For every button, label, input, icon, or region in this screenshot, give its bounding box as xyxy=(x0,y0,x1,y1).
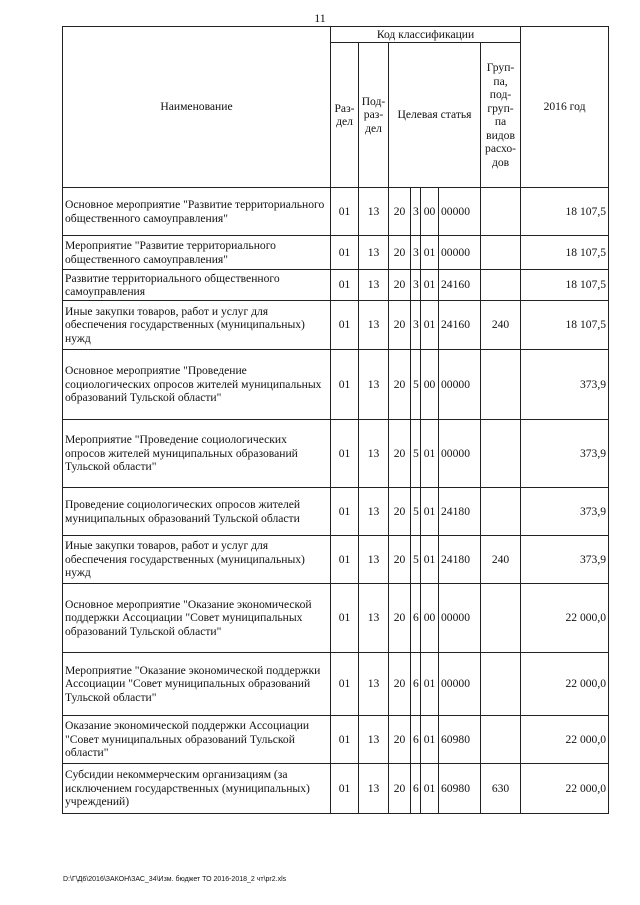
row-target-event: 01 xyxy=(421,716,439,764)
row-amount: 373,9 xyxy=(521,536,609,584)
row-target-code: 00000 xyxy=(439,584,481,653)
row-target-event: 01 xyxy=(421,653,439,716)
row-section: 01 xyxy=(331,653,359,716)
row-section: 01 xyxy=(331,188,359,236)
row-subsection: 13 xyxy=(359,584,389,653)
table-row xyxy=(63,488,609,536)
row-subsection: 13 xyxy=(359,270,389,301)
row-amount: 18 107,5 xyxy=(521,236,609,270)
table-row xyxy=(63,764,609,814)
row-target-code: 00000 xyxy=(439,236,481,270)
row-amount: 373,9 xyxy=(521,350,609,420)
row-section: 01 xyxy=(331,584,359,653)
row-target-event: 00 xyxy=(421,188,439,236)
table-header xyxy=(63,27,609,188)
row-subsection: 13 xyxy=(359,764,389,814)
row-target-program: 20 xyxy=(389,488,411,536)
row-target-program: 20 xyxy=(389,584,411,653)
row-target-subprogram: 6 xyxy=(411,584,421,653)
row-target-code: 24180 xyxy=(439,488,481,536)
header-year: 2016 год xyxy=(521,27,609,188)
budget-table xyxy=(62,26,609,814)
row-subsection: 13 xyxy=(359,488,389,536)
header-subsection: Под-раз-дел xyxy=(359,43,389,188)
table-row xyxy=(63,188,609,236)
row-section: 01 xyxy=(331,536,359,584)
row-name: Мероприятие "Развитие территориального общественного самоуправления" xyxy=(63,236,331,270)
row-target-event: 01 xyxy=(421,764,439,814)
table-row xyxy=(63,301,609,350)
table-row xyxy=(63,653,609,716)
row-section: 01 xyxy=(331,716,359,764)
row-amount: 18 107,5 xyxy=(521,270,609,301)
row-name: Оказание экономической поддержки Ассоциации "Совет муниципальных образований Тульской области" xyxy=(63,716,331,764)
row-name: Проведение социологических опросов жителей муниципальных образований Тульской области xyxy=(63,488,331,536)
row-target-event: 00 xyxy=(421,350,439,420)
row-target-event: 01 xyxy=(421,536,439,584)
row-target-event: 01 xyxy=(421,420,439,488)
row-target-code: 60980 xyxy=(439,716,481,764)
row-name: Иные закупки товаров, работ и услуг для обеспечения государственных (муниципальных) нужд xyxy=(63,301,331,350)
row-target-code: 00000 xyxy=(439,188,481,236)
row-section: 01 xyxy=(331,420,359,488)
row-section: 01 xyxy=(331,270,359,301)
row-target-event: 00 xyxy=(421,584,439,653)
row-target-program: 20 xyxy=(389,236,411,270)
row-expense-type xyxy=(481,236,521,270)
table-row xyxy=(63,236,609,270)
row-section: 01 xyxy=(331,236,359,270)
row-name: Основное мероприятие "Проведение социологических опросов жителей муниципальных образований Тульской области" xyxy=(63,350,331,420)
row-target-event: 01 xyxy=(421,488,439,536)
row-expense-type xyxy=(481,584,521,653)
page-number: 11 xyxy=(314,11,326,25)
row-subsection: 13 xyxy=(359,653,389,716)
row-name: Основное мероприятие "Оказание экономической поддержки Ассоциации "Совет муниципальных образований Тульской области" xyxy=(63,584,331,653)
row-target-code: 00000 xyxy=(439,420,481,488)
header-name: Наименование xyxy=(63,27,331,188)
row-target-program: 20 xyxy=(389,420,411,488)
row-target-code: 24180 xyxy=(439,536,481,584)
header-target-article: Целевая статья xyxy=(389,43,481,188)
row-expense-type xyxy=(481,188,521,236)
table-row xyxy=(63,584,609,653)
row-target-event: 01 xyxy=(421,301,439,350)
row-target-program: 20 xyxy=(389,301,411,350)
row-section: 01 xyxy=(331,350,359,420)
row-target-program: 20 xyxy=(389,536,411,584)
header-classification: Код классификации xyxy=(331,27,521,43)
header-section: Раз-дел xyxy=(331,43,359,188)
row-expense-type: 240 xyxy=(481,536,521,584)
row-name: Мероприятие "Оказание экономической поддержки Ассоциации "Совет муниципальных образований Тульской области" xyxy=(63,653,331,716)
table-row xyxy=(63,350,609,420)
table-row xyxy=(63,716,609,764)
row-target-code: 24160 xyxy=(439,301,481,350)
row-target-code: 00000 xyxy=(439,350,481,420)
table-row xyxy=(63,270,609,301)
row-section: 01 xyxy=(331,301,359,350)
row-target-program: 20 xyxy=(389,188,411,236)
row-expense-type xyxy=(481,420,521,488)
row-subsection: 13 xyxy=(359,536,389,584)
row-subsection: 13 xyxy=(359,301,389,350)
row-expense-type: 240 xyxy=(481,301,521,350)
row-target-subprogram: 6 xyxy=(411,653,421,716)
row-expense-type: 630 xyxy=(481,764,521,814)
row-target-subprogram: 5 xyxy=(411,420,421,488)
row-target-subprogram: 6 xyxy=(411,764,421,814)
row-target-subprogram: 6 xyxy=(411,716,421,764)
row-name: Субсидии некоммерческим организациям (за исключением государственных (муниципальных) учреждений) xyxy=(63,764,331,814)
row-target-program: 20 xyxy=(389,764,411,814)
row-expense-type xyxy=(481,350,521,420)
row-target-program: 20 xyxy=(389,350,411,420)
row-target-program: 20 xyxy=(389,653,411,716)
row-section: 01 xyxy=(331,488,359,536)
row-amount: 373,9 xyxy=(521,420,609,488)
row-expense-type xyxy=(481,716,521,764)
file-path-footer: D:\Г\Д6\2016\ЗАКОН\ЗАС_34\Изм. бюджет ТО 2016-2018_2 чт\pr2.xls xyxy=(63,876,287,883)
row-name: Развитие территориального общественного самоуправления xyxy=(63,270,331,301)
table-body xyxy=(63,188,609,814)
row-name: Мероприятие "Проведение социологических опросов жителей муниципальных образований Тульской области" xyxy=(63,420,331,488)
header-expense-group: Груп-па, под-груп-па видов расхо-дов xyxy=(481,43,521,188)
row-target-subprogram: 3 xyxy=(411,236,421,270)
row-subsection: 13 xyxy=(359,420,389,488)
row-name: Иные закупки товаров, работ и услуг для обеспечения государственных (муниципальных) нужд xyxy=(63,536,331,584)
row-target-subprogram: 3 xyxy=(411,188,421,236)
row-target-subprogram: 5 xyxy=(411,488,421,536)
table-row xyxy=(63,536,609,584)
row-subsection: 13 xyxy=(359,350,389,420)
row-section: 01 xyxy=(331,764,359,814)
row-subsection: 13 xyxy=(359,716,389,764)
row-target-code: 00000 xyxy=(439,653,481,716)
row-expense-type xyxy=(481,653,521,716)
row-target-subprogram: 3 xyxy=(411,301,421,350)
row-target-event: 01 xyxy=(421,270,439,301)
row-target-program: 20 xyxy=(389,716,411,764)
row-name: Основное мероприятие "Развитие территориального общественного самоуправления" xyxy=(63,188,331,236)
row-amount: 18 107,5 xyxy=(521,301,609,350)
row-target-event: 01 xyxy=(421,236,439,270)
row-subsection: 13 xyxy=(359,236,389,270)
row-expense-type xyxy=(481,270,521,301)
row-amount: 22 000,0 xyxy=(521,653,609,716)
row-amount: 373,9 xyxy=(521,488,609,536)
row-amount: 22 000,0 xyxy=(521,764,609,814)
row-target-subprogram: 5 xyxy=(411,350,421,420)
row-target-subprogram: 3 xyxy=(411,270,421,301)
row-target-code: 60980 xyxy=(439,764,481,814)
row-amount: 18 107,5 xyxy=(521,188,609,236)
row-amount: 22 000,0 xyxy=(521,716,609,764)
table-row xyxy=(63,420,609,488)
row-target-program: 20 xyxy=(389,270,411,301)
row-target-subprogram: 5 xyxy=(411,536,421,584)
row-target-code: 24160 xyxy=(439,270,481,301)
row-expense-type xyxy=(481,488,521,536)
row-amount: 22 000,0 xyxy=(521,584,609,653)
row-subsection: 13 xyxy=(359,188,389,236)
